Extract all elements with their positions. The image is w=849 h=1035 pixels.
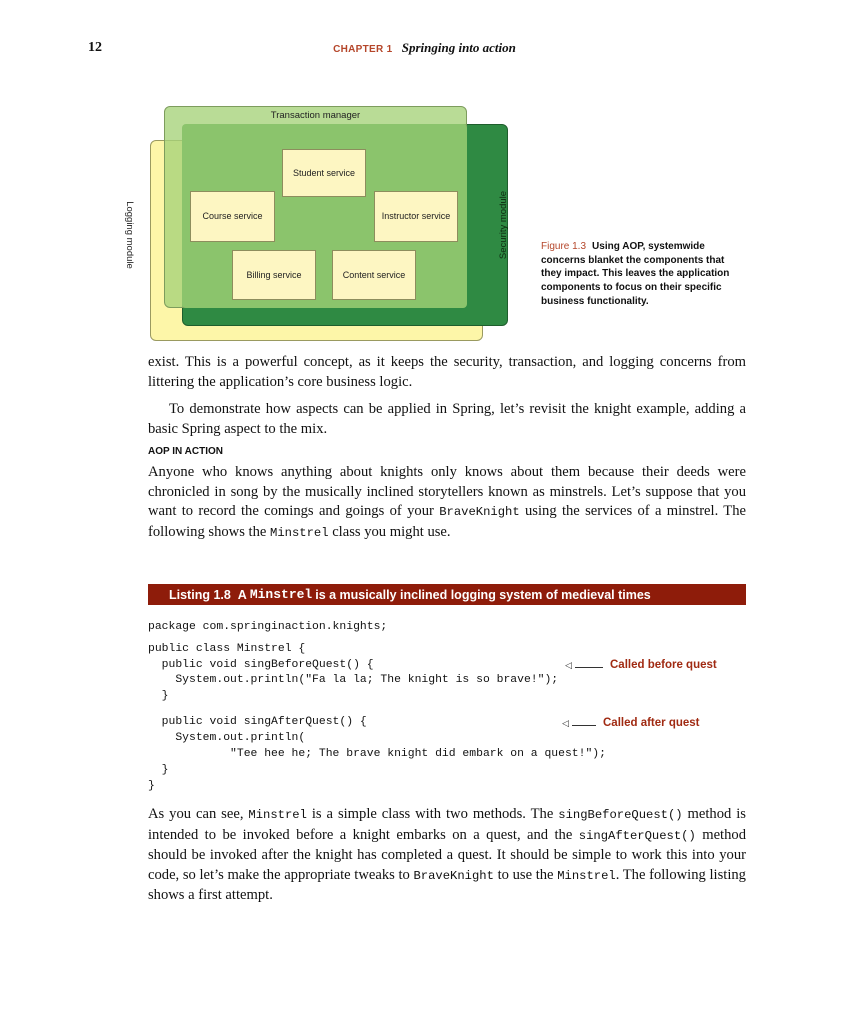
code-line: "Tee hee he; The brave knight did embark on a quest!"); [148,748,606,760]
annotation-after-quest: Called after quest [603,717,700,729]
figure-caption [541,240,746,309]
paragraph-4 [148,805,746,906]
code-line: public void singAfterQuest() { [148,716,367,728]
running-head [0,40,849,56]
code-line: } [148,690,169,702]
annotation-before-quest: Called before quest [610,659,717,671]
paragraph-4-text-f: . The following listing shows a first attempt. [148,866,746,903]
code-line: package com.springinaction.knights; [148,621,388,633]
content-service-box: Content service [332,250,416,300]
code-line: public class Minstrel { [148,643,306,655]
inline-code-minstrel: Minstrel [248,808,307,822]
logging-module-label: Logging module [124,201,135,269]
listing-title-bar [148,584,746,605]
code-line: public void singBeforeQuest() { [148,659,374,671]
figure-caption-text: Using AOP, systemwide concerns blanket the components that they impact. This leaves the application components to focus on their specific business functionality. [541,241,730,307]
paragraph-4-text-c: method is intended to be invoked before a knight embarks on a quest, and the [148,806,746,843]
paragraph-3-text-b: using the services of a minstrel. The following shows the [148,503,746,540]
annotation-arrow-icon: ◁ [565,661,572,671]
paragraph-3-text-a: Anyone who knows anything about knights only knows about them because their deeds were chronicled in song by the musically inclined storytellers known as minstrels. Let’s suppose that you want to record the comings and goings of your [148,464,746,519]
inline-code-minstrel: Minstrel [557,868,616,883]
paragraph-2: To demonstrate how aspects can be applied in Spring, let’s revisit the knight example, adding a basic Spring aspect to the mix. [148,401,746,437]
listing-label: Listing 1.8 [169,587,231,602]
code-line: System.out.println( [148,732,306,744]
paragraph-4-text-a: As you can see, [148,806,249,822]
listing-title-b: is a musically inclined logging system of medieval times [315,587,651,602]
inline-code-singbeforequest: singBeforeQuest() [558,808,683,822]
security-module-label: Security module [498,190,509,260]
student-service-box: Student service [282,149,366,197]
paragraph-4-text-d: method should be invoked after the knight has completed a quest. It should be simple to work this into your code, so let’s make the appropriate tweaks to [148,826,746,883]
paragraph-4-text-e: to use the [493,866,558,883]
annotation-arrow-icon: ◁ [562,719,569,729]
inline-code-braveknight: BraveKnight [439,505,520,519]
inline-code-minstrel: Minstrel [270,525,329,540]
inline-code-braveknight: BraveKnight [413,868,494,883]
transaction-manager-label: Transaction manager [270,110,361,121]
annotation-leader-line [575,667,603,668]
listing-title-a: A [237,587,247,602]
page-number: 12 [88,40,102,55]
code-line: } [148,780,155,792]
course-service-box: Course service [190,191,275,242]
instructor-service-box: Instructor service [374,191,458,242]
chapter-label: CHAPTER 1 [333,44,393,55]
chapter-title: Springing into action [401,40,516,55]
billing-service-box: Billing service [232,250,316,300]
paragraph-1: exist. This is a powerful concept, as it keeps the security, transaction, and logging concerns from littering the application’s core business logic. [148,354,746,390]
code-line: } [148,764,169,776]
annotation-leader-line [572,725,596,726]
code-line: System.out.println("Fa la la; The knight is so brave!"); [148,674,559,686]
listing-title-code: Minstrel [249,587,313,602]
section-subhead: AOP IN ACTION [148,446,224,457]
paragraph-3-text-c: class you might use. [328,523,451,540]
paragraph-3 [148,463,746,543]
figure-number: Figure 1.3 [541,241,587,252]
inline-code-singafterquest: singAfterQuest() [578,828,696,843]
paragraph-4-text-b: is a simple class with two methods. The [306,806,559,822]
